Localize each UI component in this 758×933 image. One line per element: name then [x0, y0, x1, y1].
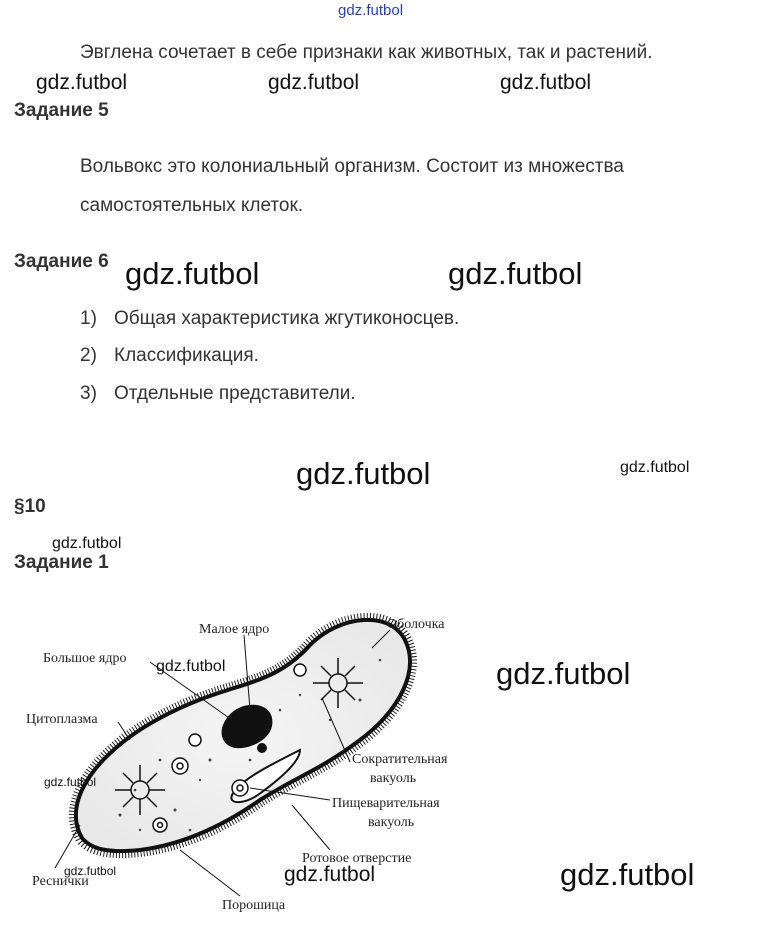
task5-text-line1: Вольвокс это колониальный организм. Состоит из множества [80, 156, 624, 177]
watermark: gdz.futbol [44, 775, 97, 789]
label-membrane: Оболочка [387, 617, 445, 632]
watermark: gdz.futbol [284, 863, 376, 886]
task6-list-item [80, 383, 356, 405]
watermark: gdz.futbol [500, 71, 592, 94]
watermark: gdz.futbol [296, 456, 431, 491]
watermark: gdz.futbol [36, 71, 128, 94]
watermark: gdz.futbol [620, 459, 690, 476]
watermark: gdz.futbol [268, 71, 360, 94]
watermark: gdz.futbol [125, 256, 260, 291]
watermark: gdz.futbol [560, 857, 695, 892]
list-text: Классификация. [114, 345, 259, 366]
label-mouth: Ротовое отверстие [302, 851, 412, 866]
label-cilia: Реснички [32, 874, 89, 889]
watermark: gdz.futbol [64, 864, 117, 878]
watermark: gdz.futbol [496, 656, 631, 691]
label-contractile-1: Сократительная [352, 752, 448, 767]
task5-heading: Задание 5 [14, 100, 109, 121]
list-number: 1) [80, 308, 97, 329]
task6-list-item [80, 308, 459, 330]
label-cytoplasm: Цитоплазма [26, 712, 98, 727]
watermark: gdz.futbol [156, 658, 226, 675]
list-number: 3) [80, 383, 97, 404]
label-contractile-2: вакуоль [370, 771, 417, 786]
label-digestive-2: вакуоль [368, 815, 415, 830]
watermark: gdz.futbol [448, 256, 583, 291]
label-digestive-1: Пищеварительная [332, 796, 440, 811]
list-number: 2) [80, 345, 97, 366]
small-nucleus [257, 743, 267, 753]
list-text: Отдельные представители. [114, 383, 356, 404]
section-heading: §10 [14, 496, 46, 517]
label-small-nucleus: Малое ядро [199, 622, 270, 637]
task6-heading: Задание 6 [14, 251, 109, 272]
task1-heading: Задание 1 [14, 552, 109, 573]
task5-text-line2: самостоятельных клеток. [80, 195, 304, 216]
task6-list-item [80, 345, 259, 367]
watermark-top: gdz.futbol [338, 2, 404, 19]
list-text: Общая характеристика жгутиконосцев. [114, 308, 460, 329]
watermark: gdz.futbol [52, 535, 122, 552]
label-pore: Порошица [222, 898, 286, 913]
paragraph-euglena: Эвглена сочетает в себе признаки как животных, так и растений. [80, 42, 653, 63]
label-large-nucleus: Большое ядро [43, 651, 127, 666]
